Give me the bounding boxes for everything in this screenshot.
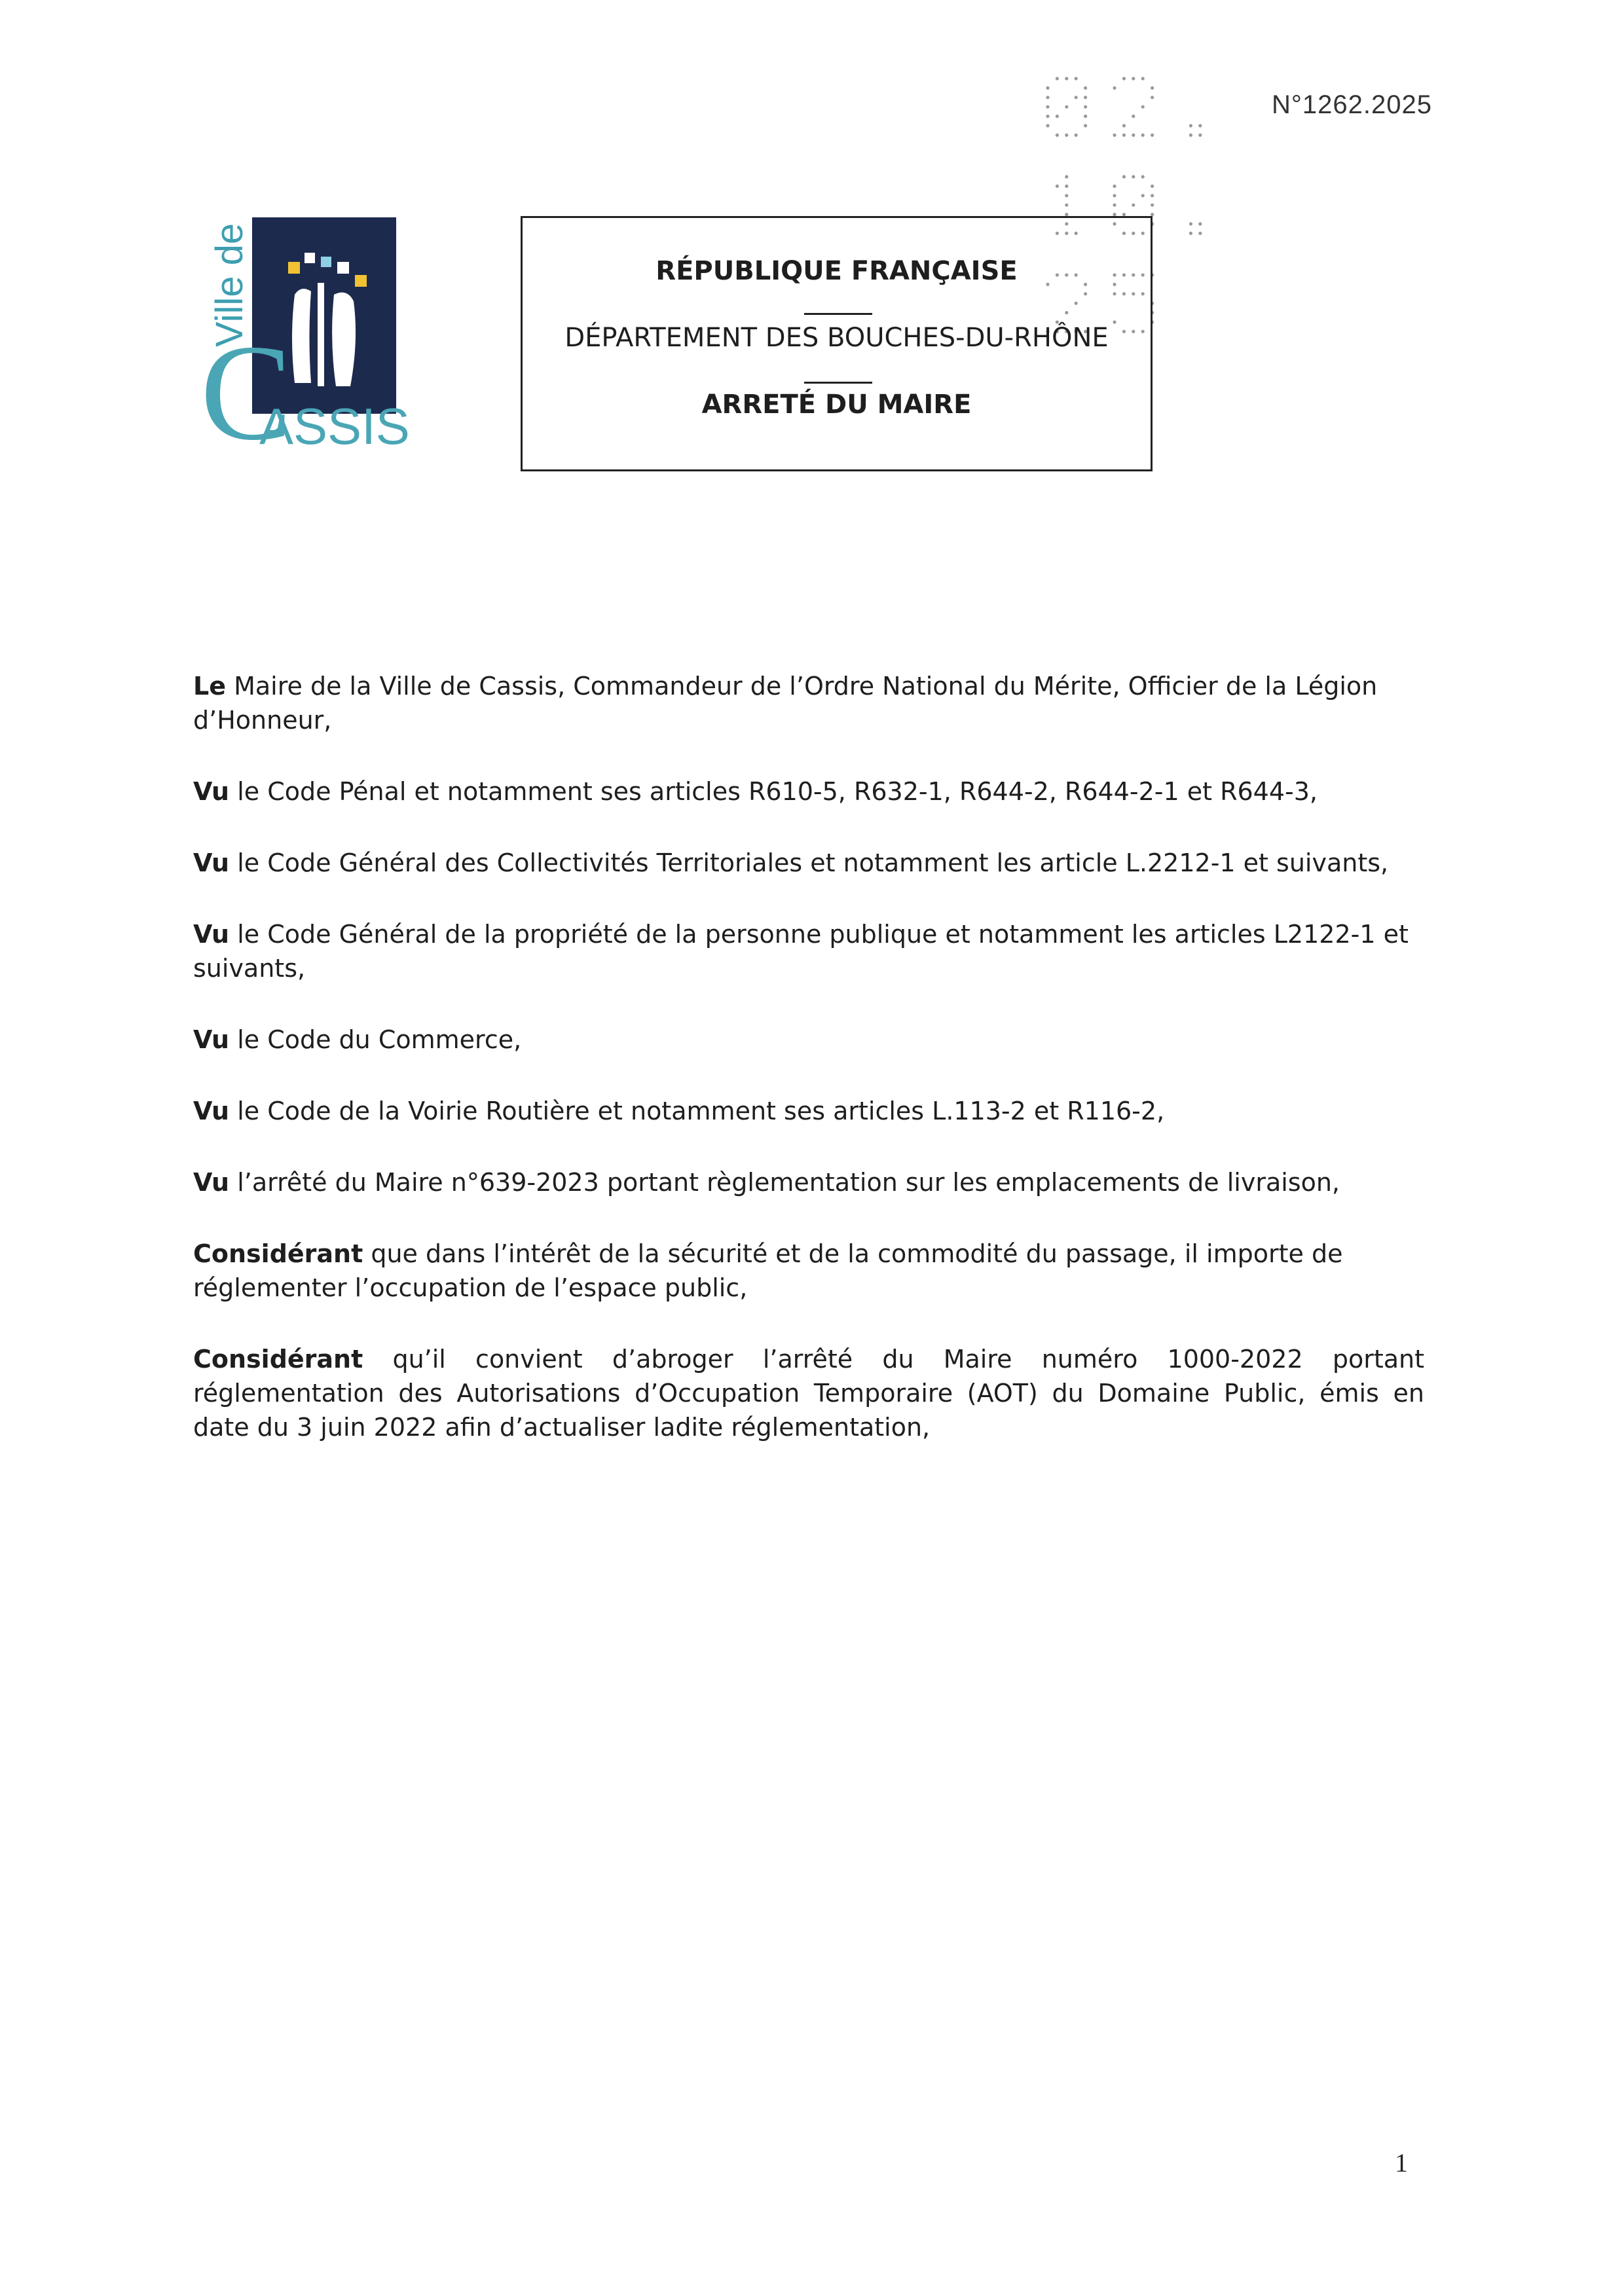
page-number: 1 [1395, 2148, 1408, 2178]
stamp-dot [1141, 194, 1145, 197]
stamp-dot [1056, 77, 1059, 80]
stamp-dot [1075, 77, 1078, 80]
stamp-dot [1065, 134, 1068, 137]
stamp-dot [1132, 204, 1135, 207]
header-box [521, 216, 1153, 471]
header-republic: RÉPUBLIQUE FRANÇAISE [655, 256, 1018, 286]
stamp-dot [1056, 134, 1059, 137]
logo-rest-letters: ASSIS [259, 397, 410, 452]
document-body [193, 669, 1424, 1482]
stamp-dot [1075, 96, 1078, 99]
stamp-dot [1198, 232, 1202, 235]
logo-square-cyan [321, 257, 331, 267]
logo-square-white-2 [337, 262, 349, 274]
stamp-dot [1151, 204, 1154, 207]
stamp-dot [1046, 96, 1049, 99]
stamp-dot [1113, 185, 1116, 188]
stamp-dot [1132, 134, 1135, 137]
stamp-dot [1198, 134, 1202, 137]
stamp-dot [1056, 115, 1059, 118]
stamp-dot [1113, 194, 1116, 197]
stamp-dot [1198, 124, 1202, 127]
stamp-dot [1065, 105, 1068, 109]
stamp-dot [1113, 86, 1116, 90]
stamp-dot [1198, 222, 1202, 225]
logo-square-yellow-2 [355, 275, 367, 287]
stamp-dot [1132, 175, 1135, 178]
paragraph-considerant-securite: Considérant que dans l’intérêt de la sécurité et de la commodité du passage, il importe de réglementer l’occupation de l’espace public, [193, 1239, 1343, 1302]
header-arrete: ARRETÉ DU MAIRE [701, 390, 972, 420]
stamp-dot [1132, 115, 1135, 118]
stamp-dot [1122, 175, 1126, 178]
stamp-dot [1141, 175, 1145, 178]
stamp-dot [1113, 134, 1116, 137]
stamp-dot [1122, 124, 1126, 127]
stamp-dot [1075, 134, 1078, 137]
stamp-dot [1084, 124, 1087, 127]
stamp-dot [1065, 77, 1068, 80]
stamp-dot [1132, 77, 1135, 80]
stamp-dot [1151, 96, 1154, 99]
stamp-dot [1141, 134, 1145, 137]
stamp-dot [1189, 134, 1192, 137]
stamp-dot [1151, 86, 1154, 90]
paragraph-vu-code-penal: Vu le Code Pénal et notamment ses articles R610-5, R632-1, R644-2, R644-2-1 et R644-3, [193, 777, 1318, 806]
stamp-dot [1065, 175, 1068, 178]
stamp-dot [1141, 77, 1145, 80]
paragraph-intro: Le Maire de la Ville de Cassis, Commandeur de l’Ordre National du Mérite, Officier de la Légion d’Honneur, [193, 672, 1378, 735]
stamp-dot [1151, 185, 1154, 188]
stamp-dot [1189, 222, 1192, 225]
paragraph-vu-cgct: Vu le Code Général des Collectivités Territoriales et notamment les article L.2212-1 et suivants, [193, 848, 1389, 877]
logo-figure-left [292, 289, 311, 383]
logo-figure-right [332, 293, 356, 386]
stamp-dot [1122, 77, 1126, 80]
stamp-dot [1046, 105, 1049, 109]
stamp-dot [1046, 86, 1049, 90]
paragraph-vu-cgppp: Vu le Code Général de la propriété de la personne publique et notamment les articles L2122-1 et suivants, [193, 920, 1409, 983]
stamp-dot [1141, 105, 1145, 109]
paragraph-considerant-abroger: Considérant qu’il convient d’abroger l’arrêté du Maire numéro 1000-2022 portant réglementation des Autorisations d’Occupation Temporaire (AOT) du Domaine Public, émis en date du 3 juin 2022 afin d’actualiser ladite réglementation, [193, 1345, 1424, 1442]
logo-square-white [304, 253, 315, 263]
stamp-dot [1065, 185, 1068, 188]
stamp-dot [1084, 86, 1087, 90]
stamp-dot [1065, 204, 1068, 207]
stamp-dot [1065, 194, 1068, 197]
stamp-dot [1046, 124, 1049, 127]
document-number: N°1262.2025 [1272, 90, 1432, 119]
paragraph-vu-voirie: Vu le Code de la Voirie Routière et notamment ses articles L.113-2 et R116-2, [193, 1097, 1165, 1125]
logo-figure-center [318, 283, 324, 386]
paragraph-vu-arrete-639: Vu l’arrêté du Maire n°639-2023 portant règlementation sur les emplacements de livraison, [193, 1168, 1340, 1197]
stamp-dot [1084, 105, 1087, 109]
header-department: DÉPARTEMENT DES BOUCHES-DU-RHÔNE [564, 323, 1109, 353]
header-rule-1 [804, 313, 872, 315]
stamp-dot [1056, 185, 1059, 188]
paragraph-vu-code-commerce: Vu le Code du Commerce, [193, 1025, 522, 1054]
stamp-dot [1189, 124, 1192, 127]
stamp-dot [1189, 232, 1192, 235]
stamp-dot [1151, 134, 1154, 137]
logo-vertical-text: Ville de [208, 223, 251, 347]
logo-big-letter: C [200, 317, 293, 452]
stamp-dot [1084, 115, 1087, 118]
stamp-dot [1084, 96, 1087, 99]
stamp-dot [1046, 115, 1049, 118]
cassis-logo [196, 210, 432, 452]
header-rule-2 [804, 382, 872, 384]
stamp-dot [1122, 134, 1126, 137]
logo-square-yellow [288, 262, 300, 274]
stamp-dot [1113, 204, 1116, 207]
stamp-dot [1151, 194, 1154, 197]
